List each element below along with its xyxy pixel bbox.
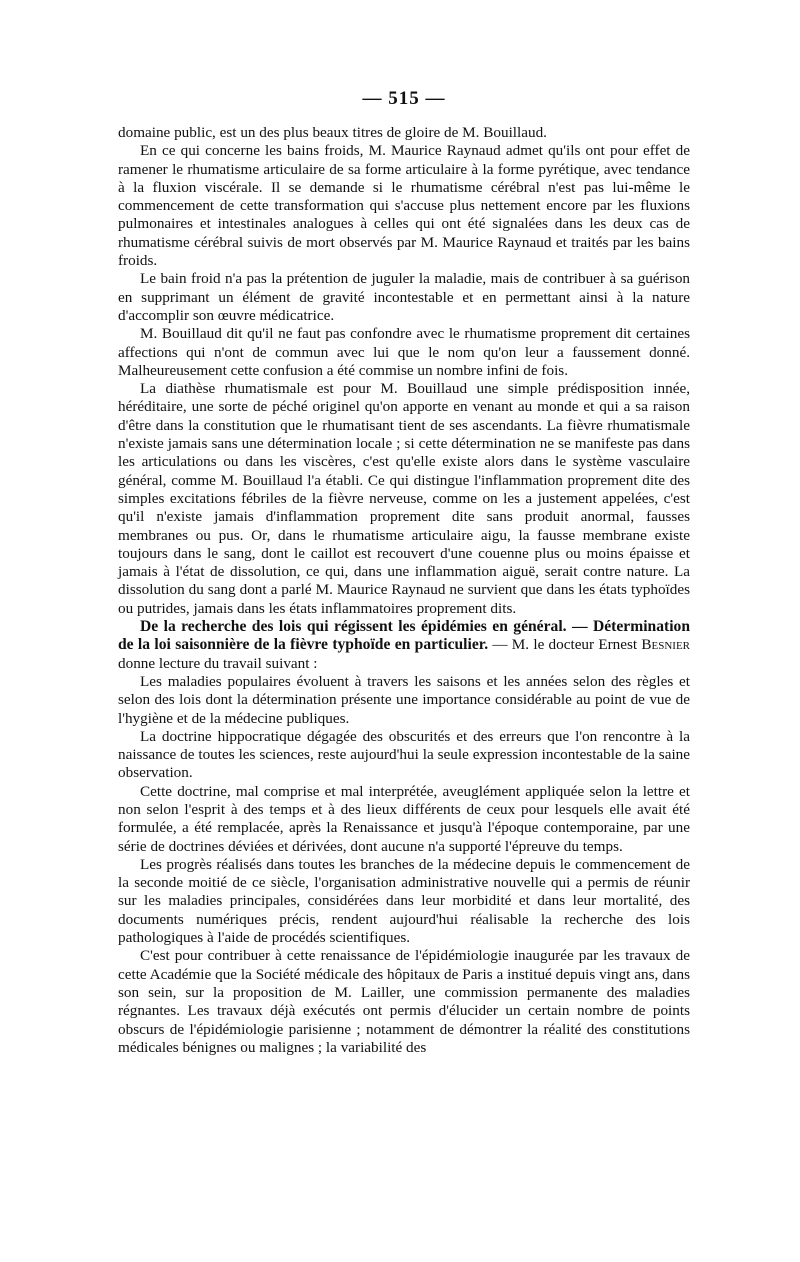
paragraph: Les progrès réalisés dans toutes les branches de la médecine depuis le commencement de la seconde moitié de ce siècle, l'organisation administrative nouvelle qui a permis de réunir sur les maladies principales, considérées dans leur morbidité et dans leur mortalité, des documents numériques précis, rendent aujourd'hui réalisable la recherche des lois pathologiques à l'aide de procédés scientifiques.: [118, 855, 690, 947]
body-text: [118, 124, 690, 1057]
paragraph: M. Bouillaud dit qu'il ne faut pas confondre avec le rhumatisme proprement dit certaines affections qui n'ont de commun avec lui que le nom qu'on leur a faussement donné. Malheureusement cette confusion a été commise un nombre infini de fois.: [118, 325, 690, 379]
paragraph: Le bain froid n'a pas la prétention de juguler la maladie, mais de contribuer à sa guérison en supprimant un élément de gravité incontestable et en permettant ainsi à la nature d'accomplir son œuvre médicatrice.: [118, 270, 690, 324]
paragraph: domaine public, est un des plus beaux titres de gloire de M. Bouillaud.: [118, 124, 547, 141]
section-lead-in: — M. le docteur Ernest: [488, 636, 642, 654]
paragraph: Cette doctrine, mal comprise et mal interprétée, aveuglément appliquée selon la lettre et non selon l'esprit à des temps et à des lieux différents de ceux pour lesquels elle avait été formulée, a été remplacée, après la Renaissance et jusqu'à l'époque contemporaine, par une série de doctrines déviées et dérivées, dont aucune n'a supporté l'épreuve du temps.: [118, 782, 690, 855]
page-number: — 515 —: [362, 88, 446, 109]
author-name: Besnier: [641, 636, 691, 654]
paragraph: Les maladies populaires évoluent à travers les saisons et les années selon des règles et selon des lois dont la détermination présente une importance considérable au point de vue de l'hygiène et de la médecine publiques.: [118, 672, 690, 727]
paragraph: En ce qui concerne les bains froids, M. Maurice Raynaud admet qu'ils ont pour effet de ramener le rhumatisme articulaire de sa forme articulaire à la forme pyrétique, avec tendance à la fluxion viscérale. Il se demande si le rhumatisme cérébral n'est pas lui-même le commencement de cette transformation qui s'accuse plus nettement encore par les fluxions pulmonaires et intestinales analogues à celles qui ont été signalées dans les deux cas de rhumatisme cérébral suivis de mort observés par M. Maurice Raynaud et traités par les bains froids.: [118, 142, 690, 270]
paragraph: C'est pour contribuer à cette renaissance de l'épidémiologie inaugurée par les travaux de cette Académie que la Société médicale des hôpitaux de Paris a institué depuis vingt ans, dans son sein, sur la proposition de M. Lailler, une commission permanente des maladies régnantes. Les travaux déjà exécutés ont permis d'élucider un certain nombre de points obscurs de l'épidémiologie parisienne ; notamment de démontrer la réalité des constitutions médicales bénignes ou malignes ; la variabilité des: [118, 947, 690, 1056]
paragraph: La doctrine hippocratique dégagée des obscurités et des erreurs que l'on rencontre à la naissance de toutes les sciences, reste aujourd'hui la seule expression incontestable de la saine observation.: [118, 727, 690, 782]
section-after-author: donne lecture du travail suivant :: [118, 654, 318, 672]
section-intro: [118, 618, 690, 673]
paragraph: La diathèse rhumatismale est pour M. Bouillaud une simple prédisposition innée, héréditaire, une sorte de péché originel qu'on apporte en venant au monde et qui a sa raison d'être dans la constitution que le rhumatisant tient de ses ascendants. La fièvre rhumatismale n'existe jamais sans une détermination locale ; si cette détermination ne se manifeste pas dans les articulations ou dans les viscères, c'est qu'elle existe alors dans le système vasculaire général, comme M. Bouillaud l'a établi. Ce qui distingue l'inflammation proprement dite des simples excitations fébriles de la fièvre nerveuse, comme on les a justement appelées, c'est qu'il n'existe jamais d'inflammation proprement dite sans produit anormal, fausses membranes ou pus. Or, dans le rhumatisme articulaire aigu, la fausse membrane existe toujours dans le sang, dont le caillot est recouvert d'une couenne plus ou moins épaisse et jamais à l'état de dissolution, ce qui, dans une inflammation aiguë, serait contre nature. La dissolution du sang dont a parlé M. Maurice Raynaud ne survient que dans les états typhoïdes ou putrides, jamais dans les états inflammatoires proprement dits.: [118, 380, 690, 617]
section-heading: De la recherche des lois qui régissent les épidémies en général. — Détermination de la loi saisonnière de la fièvre typhoïde en particulier.: [118, 618, 690, 654]
